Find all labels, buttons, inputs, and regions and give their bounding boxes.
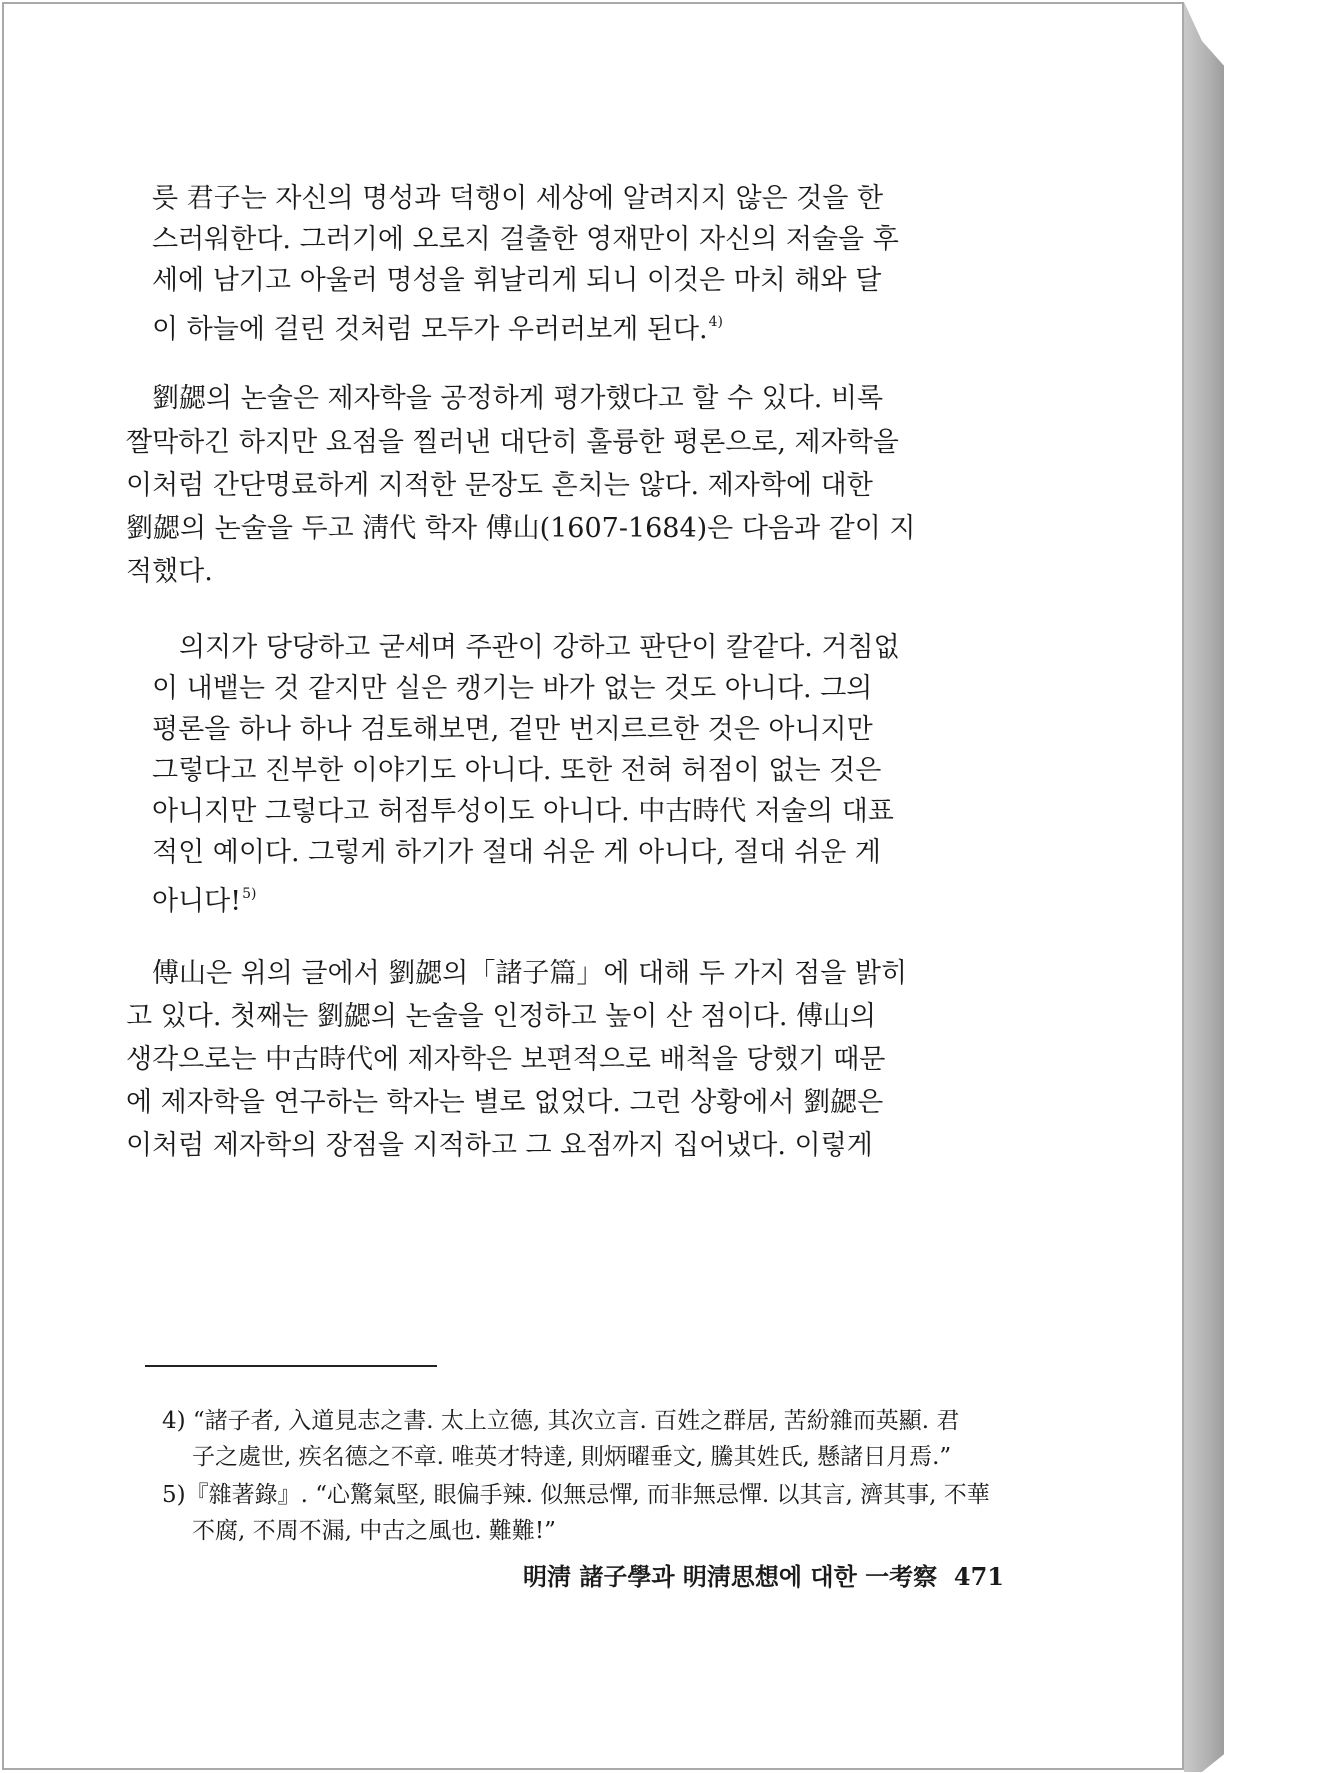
para1-line-3: 이처럼 간단명료하게 지적한 문장도 흔치는 않다. 제자학에 대한 bbox=[126, 470, 873, 501]
para2-line-4: 에 제자학을 연구하는 학자는 별로 없었다. 그런 상황에서 劉勰은 bbox=[126, 1087, 884, 1118]
para2-line-2: 고 있다. 첫째는 劉勰의 논술을 인정하고 높이 산 점이다. 傅山의 bbox=[126, 1001, 877, 1032]
block1-line-4 bbox=[152, 302, 723, 350]
footnote-4-line-1: 4) “諸子者, 入道見志之書. 太上立德, 其次立言. 百姓之群居, 苦紛雜而英顯. 君 bbox=[162, 1408, 960, 1434]
page-number: 471 bbox=[953, 1562, 1004, 1591]
quote-line-4: 그렇다고 진부한 이야기도 아니다. 또한 전혀 허점이 없는 것은 bbox=[152, 755, 882, 786]
footnote-4-line-2: 子之處世, 疾名德之不章. 唯英才特達, 則炳曜垂文, 騰其姓氏, 懸諸日月焉.” bbox=[192, 1444, 952, 1470]
para2-line-5: 이처럼 제자학의 장점을 지적하고 그 요점까지 집어냈다. 이렇게 bbox=[126, 1130, 873, 1161]
running-head bbox=[4, 1561, 1182, 1593]
footnote-ref-4: 4) bbox=[708, 314, 724, 330]
quote-line-6: 적인 예이다. 그렇게 하기가 절대 쉬운 게 아니다, 절대 쉬운 게 bbox=[152, 837, 881, 868]
book-page-edge bbox=[1184, 2, 1224, 1772]
para1-line-2: 짤막하긴 하지만 요점을 찔러낸 대단히 훌륭한 평론으로, 제자학을 bbox=[126, 427, 899, 458]
block1-line-3: 세에 남기고 아울러 명성을 휘날리게 되니 이것은 마치 해와 달 bbox=[152, 265, 882, 296]
para1-line-5: 적했다. bbox=[126, 556, 213, 587]
block1-line-2: 스러워한다. 그러기에 오로지 걸출한 영재만이 자신의 저술을 후 bbox=[152, 224, 899, 255]
quote-line-2: 이 내뱉는 것 같지만 실은 캥기는 바가 없는 것도 아니다. 그의 bbox=[152, 673, 873, 704]
running-head-title: 明淸 諸子學과 明淸思想에 대한 一考察 bbox=[523, 1562, 938, 1591]
para1-line-1: 劉勰의 논술은 제자학을 공정하게 평가했다고 할 수 있다. 비록 bbox=[152, 383, 884, 414]
quote-line-5: 아니지만 그렇다고 허점투성이도 아니다. 中古時代 저술의 대표 bbox=[152, 796, 894, 827]
quote-line-3: 평론을 하나 하나 검토해보면, 겉만 번지르르한 것은 아니지만 bbox=[152, 714, 873, 745]
quote-line-1: 의지가 당당하고 굳세며 주관이 강하고 판단이 칼같다. 거침없 bbox=[179, 632, 900, 663]
footnote-ref-5: 5) bbox=[242, 886, 257, 902]
footnote-5-line-2: 不腐, 不周不漏, 中古之風也. 難難!” bbox=[192, 1518, 556, 1544]
book-page bbox=[2, 2, 1184, 1770]
para2-line-3: 생각으로는 中古時代에 제자학은 보편적으로 배척을 당했기 때문 bbox=[126, 1044, 886, 1075]
para1-line-4: 劉勰의 논술을 두고 淸代 학자 傅山(1607-1684)은 다음과 같이 지 bbox=[126, 513, 916, 544]
footnote-rule bbox=[145, 1365, 437, 1367]
block1-line-1: 릇 君子는 자신의 명성과 덕행이 세상에 알려지지 않은 것을 한 bbox=[152, 183, 884, 214]
block1-line-4-text: 이 하늘에 걸린 것처럼 모두가 우러러보게 된다. bbox=[152, 314, 708, 345]
footnote-5-line-1: 5)『雜著錄』. “心驚氣堅, 眼偏手辣. 似無忌憚, 而非無忌憚. 以其言, 濟其事, 不華 bbox=[162, 1482, 990, 1508]
quote-line-7-text: 아니다! bbox=[152, 886, 242, 917]
quote-line-7 bbox=[152, 874, 256, 922]
para2-line-1: 傅山은 위의 글에서 劉勰의「諸子篇」에 대해 두 가지 점을 밝히 bbox=[152, 958, 908, 989]
